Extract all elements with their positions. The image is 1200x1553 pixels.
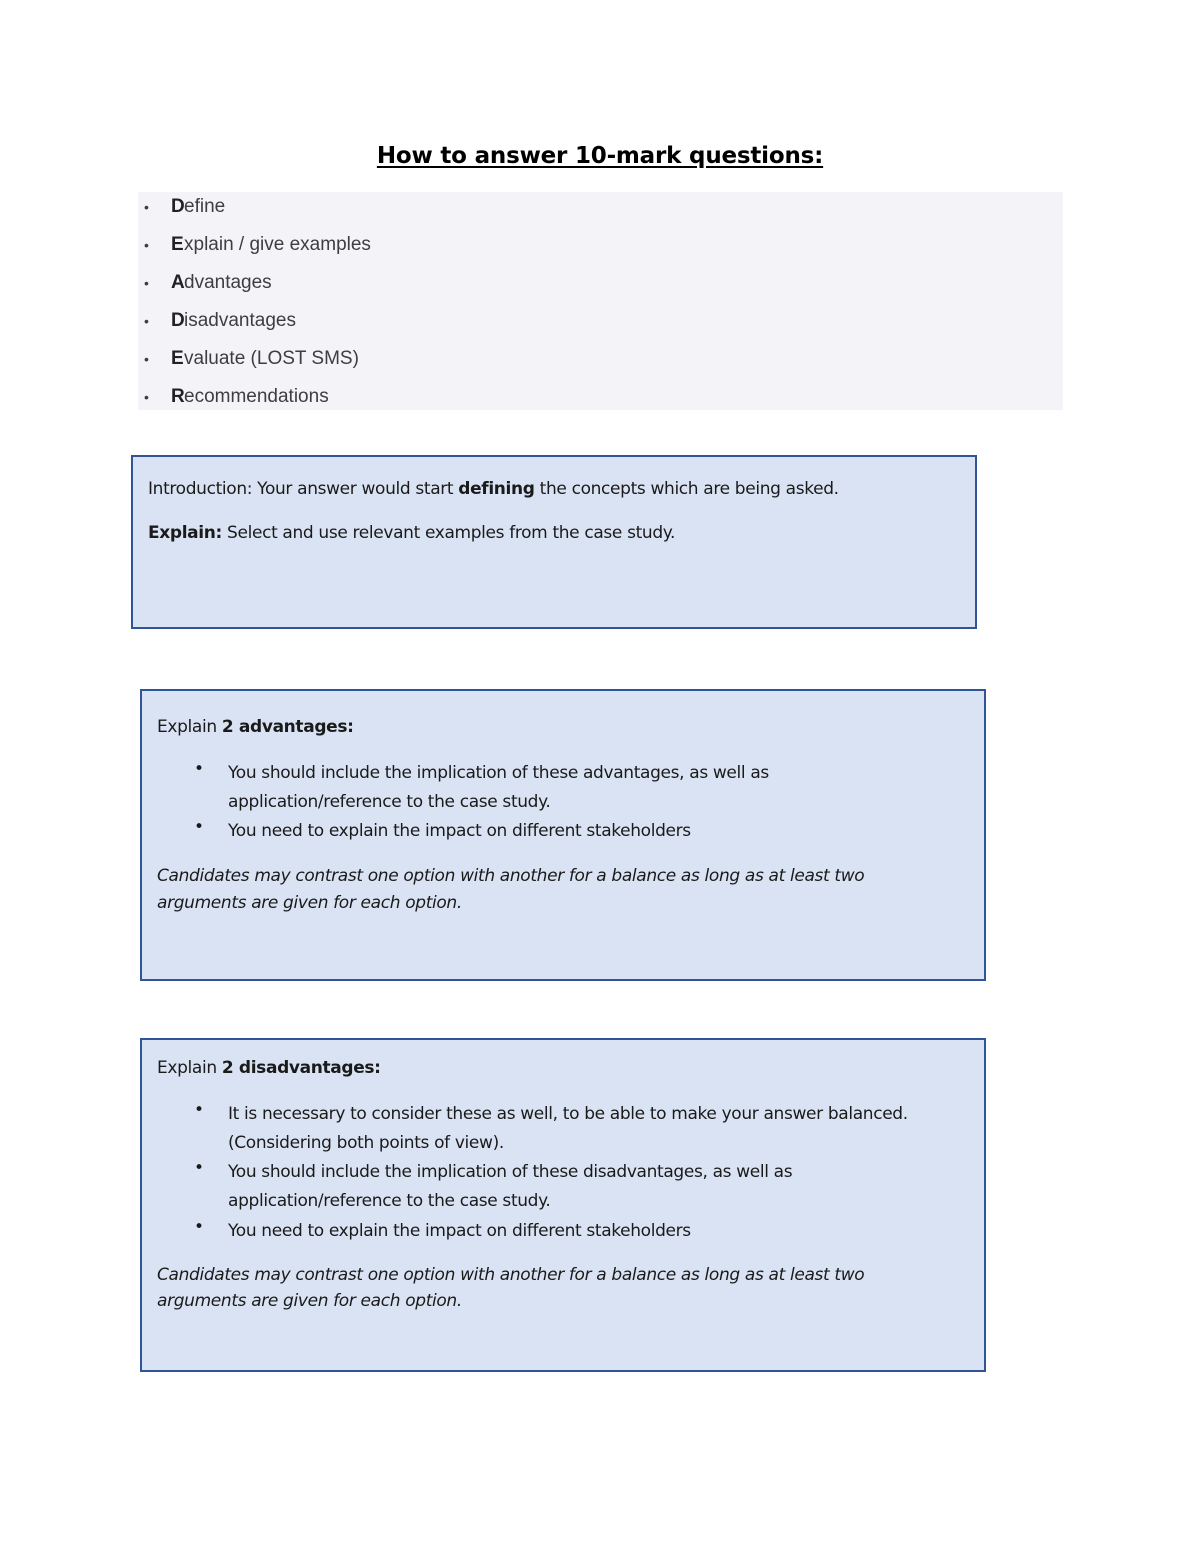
introduction-text-after: the concepts which are being asked. bbox=[534, 479, 839, 499]
introduction-text-before: Your answer would start bbox=[252, 479, 459, 499]
acronym-letter: E bbox=[171, 348, 184, 369]
bullet-text-line1: It is necessary to consider these as well, to be able to make your answer balanced. bbox=[228, 1104, 908, 1124]
acronym-word-rest: isadvantages bbox=[184, 310, 296, 331]
advantages-heading-bold: 2 advantages: bbox=[221, 717, 354, 737]
disadvantages-heading-prefix: Explain bbox=[157, 1058, 222, 1078]
bullet-icon: • bbox=[144, 199, 149, 215]
introduction-label: Introduction: bbox=[148, 479, 253, 499]
disadvantages-heading-bold: 2 disadvantages: bbox=[221, 1058, 381, 1078]
introduction-box bbox=[131, 455, 977, 629]
bullet-icon: • bbox=[144, 237, 149, 253]
advantages-box bbox=[140, 689, 986, 981]
bullet-text-line1: You need to explain the impact on different stakeholders bbox=[228, 1221, 691, 1241]
list-item bbox=[138, 192, 225, 222]
explain-label: Explain: bbox=[148, 523, 222, 543]
acronym-list-panel bbox=[138, 192, 1063, 410]
bullet-text-line1: You should include the implication of these disadvantages, as well as bbox=[228, 1162, 793, 1182]
disadvantages-heading bbox=[157, 1058, 381, 1078]
disadvantages-note-line1: Candidates may contrast one option with another for a balance as long as at least two bbox=[157, 1265, 865, 1285]
disadvantages-note-line2: arguments are given for each option. bbox=[157, 1291, 462, 1311]
bullet-icon: • bbox=[194, 817, 204, 837]
explain-text: Select and use relevant examples from the case study. bbox=[221, 523, 676, 543]
bullet-icon: • bbox=[194, 1217, 204, 1237]
acronym-word-rest: efine bbox=[184, 196, 226, 217]
bullet-icon: • bbox=[144, 351, 149, 367]
bullet-icon: • bbox=[144, 313, 149, 329]
bullet-text-line1: You need to explain the impact on different stakeholders bbox=[228, 821, 691, 841]
acronym-letter: R bbox=[171, 386, 185, 407]
acronym-letter: D bbox=[171, 196, 185, 217]
acronym-word-rest: xplain / give examples bbox=[184, 234, 371, 255]
bullet-icon: • bbox=[144, 389, 149, 405]
bullet-text-line2: (Considering both points of view). bbox=[228, 1133, 504, 1153]
bullet-text-line1: You should include the implication of these advantages, as well as bbox=[228, 763, 769, 783]
explain-line bbox=[148, 523, 675, 543]
bullet-icon: • bbox=[194, 1100, 204, 1120]
bullet-text-line2: application/reference to the case study. bbox=[228, 792, 551, 812]
disadvantages-box bbox=[140, 1038, 986, 1372]
list-item bbox=[138, 230, 371, 260]
introduction-line bbox=[148, 479, 839, 499]
advantages-heading-prefix: Explain bbox=[157, 717, 222, 737]
acronym-word-rest: dvantages bbox=[184, 272, 272, 293]
acronym-word-rest: valuate (LOST SMS) bbox=[184, 348, 359, 369]
acronym-letter: D bbox=[171, 310, 185, 331]
bullet-icon: • bbox=[194, 759, 204, 779]
list-item bbox=[138, 344, 359, 374]
list-item bbox=[138, 306, 296, 336]
list-item bbox=[138, 268, 272, 298]
bullet-text-line2: application/reference to the case study. bbox=[228, 1191, 551, 1211]
advantages-heading bbox=[157, 717, 354, 737]
list-item bbox=[138, 382, 329, 412]
bullet-icon: • bbox=[194, 1158, 204, 1178]
advantages-note-line1: Candidates may contrast one option with another for a balance as long as at least two bbox=[157, 866, 865, 886]
page-title: How to answer 10-mark questions: bbox=[376, 143, 824, 169]
acronym-letter: A bbox=[171, 272, 185, 293]
introduction-bold: defining bbox=[458, 479, 535, 499]
advantages-note-line2: arguments are given for each option. bbox=[157, 893, 462, 913]
bullet-icon: • bbox=[144, 275, 149, 291]
acronym-word-rest: ecommendations bbox=[184, 386, 329, 407]
acronym-letter: E bbox=[171, 234, 184, 255]
